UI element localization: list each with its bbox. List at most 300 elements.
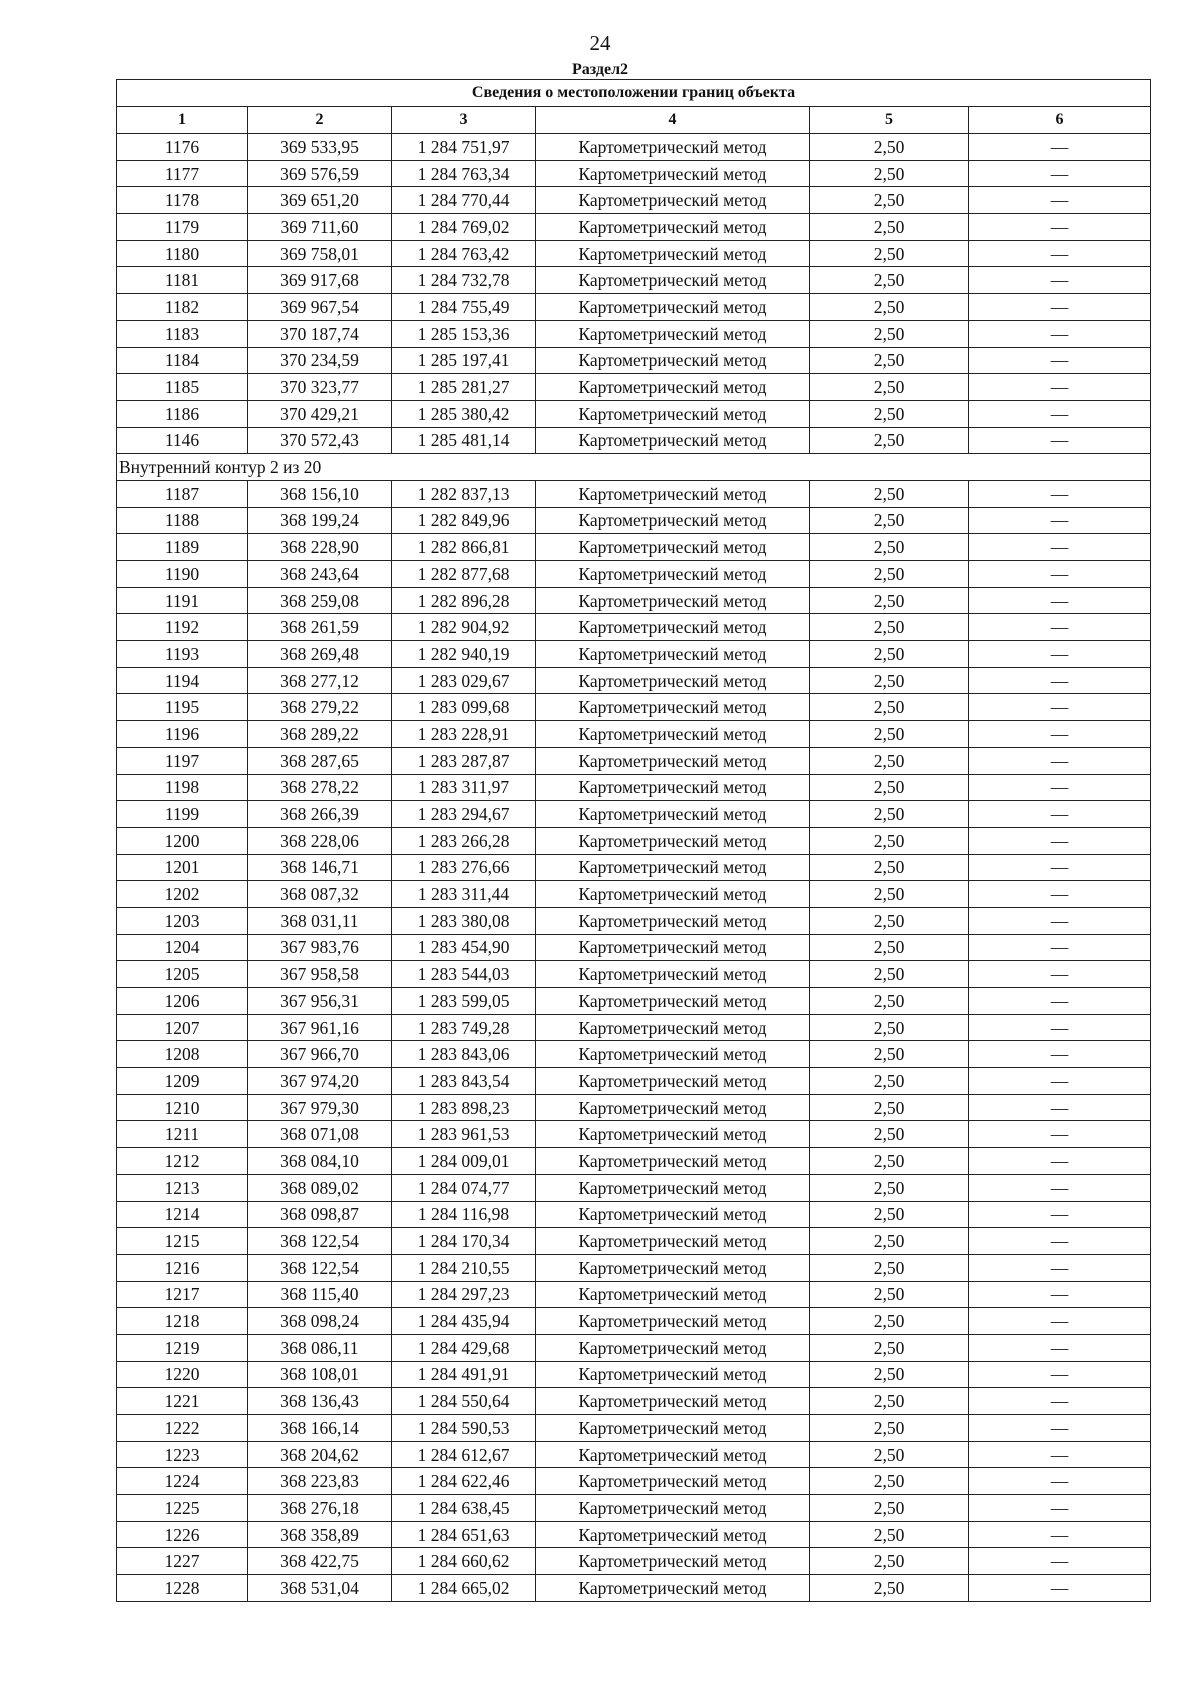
accuracy-cell: 2,50 — [810, 214, 969, 241]
table-row — [117, 320, 1151, 347]
note-cell: — — [969, 1495, 1151, 1522]
point-number-cell: 1181 — [117, 267, 248, 294]
table-row — [117, 1228, 1151, 1255]
y-coordinate-cell: 1 282 896,28 — [392, 587, 536, 614]
table-row — [117, 480, 1151, 507]
point-number-cell: 1188 — [117, 507, 248, 534]
note-cell: — — [969, 881, 1151, 908]
note-cell: — — [969, 694, 1151, 721]
boundary-table — [116, 79, 1151, 1602]
y-coordinate-cell: 1 285 153,36 — [392, 320, 536, 347]
table-row — [117, 1174, 1151, 1201]
method-cell: Картометрический метод — [536, 988, 810, 1015]
method-cell: Картометрический метод — [536, 1415, 810, 1442]
point-number-cell: 1224 — [117, 1468, 248, 1495]
accuracy-cell: 2,50 — [810, 1334, 969, 1361]
point-number-cell: 1146 — [117, 427, 248, 454]
note-cell: — — [969, 187, 1151, 214]
point-number-cell: 1196 — [117, 721, 248, 748]
accuracy-cell: 2,50 — [810, 294, 969, 321]
y-coordinate-cell: 1 285 197,41 — [392, 347, 536, 374]
method-cell: Картометрический метод — [536, 827, 810, 854]
point-number-cell: 1204 — [117, 934, 248, 961]
table-row — [117, 1388, 1151, 1415]
method-cell: Картометрический метод — [536, 1041, 810, 1068]
x-coordinate-cell: 368 122,54 — [248, 1228, 392, 1255]
accuracy-cell: 2,50 — [810, 801, 969, 828]
table-row — [117, 854, 1151, 881]
note-cell: — — [969, 294, 1151, 321]
method-cell: Картометрический метод — [536, 1388, 810, 1415]
y-coordinate-cell: 1 283 228,91 — [392, 721, 536, 748]
x-coordinate-cell: 368 276,18 — [248, 1495, 392, 1522]
note-cell: — — [969, 1388, 1151, 1415]
note-cell: — — [969, 1468, 1151, 1495]
x-coordinate-cell: 367 983,76 — [248, 934, 392, 961]
accuracy-cell: 2,50 — [810, 614, 969, 641]
y-coordinate-cell: 1 282 866,81 — [392, 534, 536, 561]
accuracy-cell: 2,50 — [810, 774, 969, 801]
accuracy-cell: 2,50 — [810, 534, 969, 561]
method-cell: Картометрический метод — [536, 160, 810, 187]
x-coordinate-cell: 368 243,64 — [248, 561, 392, 588]
note-cell: — — [969, 747, 1151, 774]
table-row — [117, 1441, 1151, 1468]
x-coordinate-cell: 370 234,59 — [248, 347, 392, 374]
x-coordinate-cell: 368 531,04 — [248, 1575, 392, 1602]
x-coordinate-cell: 368 156,10 — [248, 480, 392, 507]
note-cell: — — [969, 1041, 1151, 1068]
point-number-cell: 1199 — [117, 801, 248, 828]
note-cell: — — [969, 907, 1151, 934]
x-coordinate-cell: 367 956,31 — [248, 988, 392, 1015]
note-cell: — — [969, 427, 1151, 454]
y-coordinate-cell: 1 284 622,46 — [392, 1468, 536, 1495]
table-row — [117, 347, 1151, 374]
table-row — [117, 1548, 1151, 1575]
table-row — [117, 1148, 1151, 1175]
x-coordinate-cell: 368 089,02 — [248, 1174, 392, 1201]
x-coordinate-cell: 368 136,43 — [248, 1388, 392, 1415]
y-coordinate-cell: 1 284 638,45 — [392, 1495, 536, 1522]
method-cell: Картометрический метод — [536, 907, 810, 934]
table-row — [117, 507, 1151, 534]
y-coordinate-cell: 1 283 454,90 — [392, 934, 536, 961]
y-coordinate-cell: 1 283 029,67 — [392, 667, 536, 694]
y-coordinate-cell: 1 284 651,63 — [392, 1521, 536, 1548]
note-cell: — — [969, 1094, 1151, 1121]
section-title: Раздел2 — [571, 61, 629, 78]
point-number-cell: 1177 — [117, 160, 248, 187]
x-coordinate-cell: 368 204,62 — [248, 1441, 392, 1468]
method-cell: Картометрический метод — [536, 294, 810, 321]
table-row — [117, 267, 1151, 294]
accuracy-cell: 2,50 — [810, 427, 969, 454]
point-number-cell: 1206 — [117, 988, 248, 1015]
note-cell: — — [969, 641, 1151, 668]
accuracy-cell: 2,50 — [810, 1121, 969, 1148]
table-row — [117, 747, 1151, 774]
method-cell: Картометрический метод — [536, 427, 810, 454]
table-row — [117, 1308, 1151, 1335]
y-coordinate-cell: 1 283 843,54 — [392, 1068, 536, 1095]
accuracy-cell: 2,50 — [810, 1148, 969, 1175]
note-cell: — — [969, 240, 1151, 267]
accuracy-cell: 2,50 — [810, 747, 969, 774]
x-coordinate-cell: 367 979,30 — [248, 1094, 392, 1121]
note-cell: — — [969, 1174, 1151, 1201]
point-number-cell: 1185 — [117, 374, 248, 401]
point-number-cell: 1226 — [117, 1521, 248, 1548]
y-coordinate-cell: 1 284 770,44 — [392, 187, 536, 214]
table-row — [117, 534, 1151, 561]
y-coordinate-cell: 1 285 380,42 — [392, 400, 536, 427]
y-coordinate-cell: 1 284 769,02 — [392, 214, 536, 241]
method-cell: Картометрический метод — [536, 1495, 810, 1522]
accuracy-cell: 2,50 — [810, 854, 969, 881]
x-coordinate-cell: 368 228,90 — [248, 534, 392, 561]
method-cell: Картометрический метод — [536, 1281, 810, 1308]
method-cell: Картометрический метод — [536, 1174, 810, 1201]
note-cell: — — [969, 267, 1151, 294]
table-row — [117, 1121, 1151, 1148]
y-coordinate-cell: 1 284 665,02 — [392, 1575, 536, 1602]
note-cell: — — [969, 774, 1151, 801]
point-number-cell: 1193 — [117, 641, 248, 668]
point-number-cell: 1179 — [117, 214, 248, 241]
accuracy-cell: 2,50 — [810, 507, 969, 534]
x-coordinate-cell: 368 166,14 — [248, 1415, 392, 1442]
table-row — [117, 374, 1151, 401]
point-number-cell: 1191 — [117, 587, 248, 614]
contour-label-row — [117, 454, 1151, 481]
x-coordinate-cell: 369 711,60 — [248, 214, 392, 241]
accuracy-cell: 2,50 — [810, 1575, 969, 1602]
x-coordinate-cell: 368 084,10 — [248, 1148, 392, 1175]
table-row — [117, 1575, 1151, 1602]
accuracy-cell: 2,50 — [810, 267, 969, 294]
y-coordinate-cell: 1 284 550,64 — [392, 1388, 536, 1415]
table-row — [117, 1468, 1151, 1495]
x-coordinate-cell: 368 277,12 — [248, 667, 392, 694]
method-cell: Картометрический метод — [536, 854, 810, 881]
y-coordinate-cell: 1 284 074,77 — [392, 1174, 536, 1201]
point-number-cell: 1208 — [117, 1041, 248, 1068]
accuracy-cell: 2,50 — [810, 961, 969, 988]
point-number-cell: 1182 — [117, 294, 248, 321]
x-coordinate-cell: 368 086,11 — [248, 1334, 392, 1361]
table-row — [117, 214, 1151, 241]
x-coordinate-cell: 368 199,24 — [248, 507, 392, 534]
note-cell: — — [969, 134, 1151, 161]
y-coordinate-cell: 1 283 544,03 — [392, 961, 536, 988]
accuracy-cell: 2,50 — [810, 1094, 969, 1121]
method-cell: Картометрический метод — [536, 881, 810, 908]
table-row — [117, 614, 1151, 641]
method-cell: Картометрический метод — [536, 1094, 810, 1121]
y-coordinate-cell: 1 284 170,34 — [392, 1228, 536, 1255]
y-coordinate-cell: 1 282 904,92 — [392, 614, 536, 641]
method-cell: Картометрический метод — [536, 507, 810, 534]
y-coordinate-cell: 1 283 294,67 — [392, 801, 536, 828]
accuracy-cell: 2,50 — [810, 1495, 969, 1522]
table-row — [117, 187, 1151, 214]
x-coordinate-cell: 367 958,58 — [248, 961, 392, 988]
note-cell: — — [969, 1254, 1151, 1281]
accuracy-cell: 2,50 — [810, 1281, 969, 1308]
note-cell: — — [969, 1121, 1151, 1148]
y-coordinate-cell: 1 282 877,68 — [392, 561, 536, 588]
accuracy-cell: 2,50 — [810, 1521, 969, 1548]
y-coordinate-cell: 1 283 276,66 — [392, 854, 536, 881]
accuracy-cell: 2,50 — [810, 1201, 969, 1228]
y-coordinate-cell: 1 285 281,27 — [392, 374, 536, 401]
x-coordinate-cell: 367 974,20 — [248, 1068, 392, 1095]
method-cell: Картометрический метод — [536, 961, 810, 988]
y-coordinate-cell: 1 284 732,78 — [392, 267, 536, 294]
note-cell: — — [969, 614, 1151, 641]
table-row — [117, 1281, 1151, 1308]
accuracy-cell: 2,50 — [810, 400, 969, 427]
note-cell: — — [969, 1548, 1151, 1575]
point-number-cell: 1218 — [117, 1308, 248, 1335]
accuracy-cell: 2,50 — [810, 641, 969, 668]
note-cell: — — [969, 400, 1151, 427]
method-cell: Картометрический метод — [536, 801, 810, 828]
method-cell: Картометрический метод — [536, 561, 810, 588]
method-cell: Картометрический метод — [536, 1201, 810, 1228]
accuracy-cell: 2,50 — [810, 907, 969, 934]
x-coordinate-cell: 368 146,71 — [248, 854, 392, 881]
method-cell: Картометрический метод — [536, 694, 810, 721]
method-cell: Картометрический метод — [536, 1548, 810, 1575]
x-coordinate-cell: 369 967,54 — [248, 294, 392, 321]
accuracy-cell: 2,50 — [810, 587, 969, 614]
method-cell: Картометрический метод — [536, 240, 810, 267]
x-coordinate-cell: 368 261,59 — [248, 614, 392, 641]
method-cell: Картометрический метод — [536, 1575, 810, 1602]
point-number-cell: 1190 — [117, 561, 248, 588]
note-cell: — — [969, 1228, 1151, 1255]
note-cell: — — [969, 480, 1151, 507]
note-cell: — — [969, 534, 1151, 561]
note-cell: — — [969, 587, 1151, 614]
method-cell: Картометрический метод — [536, 1068, 810, 1095]
method-cell: Картометрический метод — [536, 934, 810, 961]
method-cell: Картометрический метод — [536, 1361, 810, 1388]
table-row — [117, 1041, 1151, 1068]
table-row — [117, 641, 1151, 668]
x-coordinate-cell: 370 429,21 — [248, 400, 392, 427]
method-cell: Картометрический метод — [536, 1468, 810, 1495]
note-cell: — — [969, 374, 1151, 401]
accuracy-cell: 2,50 — [810, 1468, 969, 1495]
column-header-5: 5 — [810, 107, 969, 134]
table-row — [117, 774, 1151, 801]
method-cell: Картометрический метод — [536, 400, 810, 427]
column-header-4: 4 — [536, 107, 810, 134]
point-number-cell: 1228 — [117, 1575, 248, 1602]
point-number-cell: 1221 — [117, 1388, 248, 1415]
method-cell: Картометрический метод — [536, 1308, 810, 1335]
point-number-cell: 1209 — [117, 1068, 248, 1095]
point-number-cell: 1180 — [117, 240, 248, 267]
point-number-cell: 1220 — [117, 1361, 248, 1388]
method-cell: Картометрический метод — [536, 1441, 810, 1468]
point-number-cell: 1203 — [117, 907, 248, 934]
table-row — [117, 240, 1151, 267]
y-coordinate-cell: 1 283 287,87 — [392, 747, 536, 774]
contour-label: Внутренний контур 2 из 20 — [117, 454, 1151, 481]
method-cell: Картометрический метод — [536, 587, 810, 614]
method-cell: Картометрический метод — [536, 347, 810, 374]
point-number-cell: 1176 — [117, 134, 248, 161]
accuracy-cell: 2,50 — [810, 667, 969, 694]
point-number-cell: 1207 — [117, 1014, 248, 1041]
x-coordinate-cell: 368 223,83 — [248, 1468, 392, 1495]
y-coordinate-cell: 1 283 749,28 — [392, 1014, 536, 1041]
table-row — [117, 934, 1151, 961]
method-cell: Картометрический метод — [536, 214, 810, 241]
point-number-cell: 1216 — [117, 1254, 248, 1281]
table-row — [117, 881, 1151, 908]
x-coordinate-cell: 367 966,70 — [248, 1041, 392, 1068]
x-coordinate-cell: 368 122,54 — [248, 1254, 392, 1281]
y-coordinate-cell: 1 284 429,68 — [392, 1334, 536, 1361]
accuracy-cell: 2,50 — [810, 1228, 969, 1255]
table-row — [117, 907, 1151, 934]
x-coordinate-cell: 368 358,89 — [248, 1521, 392, 1548]
method-cell: Картометрический метод — [536, 1334, 810, 1361]
x-coordinate-cell: 368 108,01 — [248, 1361, 392, 1388]
method-cell: Картометрический метод — [536, 320, 810, 347]
note-cell: — — [969, 1521, 1151, 1548]
point-number-cell: 1194 — [117, 667, 248, 694]
point-number-cell: 1197 — [117, 747, 248, 774]
table-row — [117, 400, 1151, 427]
point-number-cell: 1210 — [117, 1094, 248, 1121]
accuracy-cell: 2,50 — [810, 721, 969, 748]
y-coordinate-cell: 1 284 755,49 — [392, 294, 536, 321]
y-coordinate-cell: 1 284 210,55 — [392, 1254, 536, 1281]
point-number-cell: 1217 — [117, 1281, 248, 1308]
note-cell: — — [969, 507, 1151, 534]
x-coordinate-cell: 370 323,77 — [248, 374, 392, 401]
note-cell: — — [969, 320, 1151, 347]
accuracy-cell: 2,50 — [810, 934, 969, 961]
method-cell: Картометрический метод — [536, 267, 810, 294]
point-number-cell: 1178 — [117, 187, 248, 214]
x-coordinate-cell: 368 259,08 — [248, 587, 392, 614]
accuracy-cell: 2,50 — [810, 1361, 969, 1388]
note-cell: — — [969, 1308, 1151, 1335]
x-coordinate-cell: 367 961,16 — [248, 1014, 392, 1041]
accuracy-cell: 2,50 — [810, 320, 969, 347]
point-number-cell: 1222 — [117, 1415, 248, 1442]
accuracy-cell: 2,50 — [810, 187, 969, 214]
page-number: 24 — [589, 31, 611, 55]
note-cell: — — [969, 801, 1151, 828]
table-row — [117, 801, 1151, 828]
table-row — [117, 1521, 1151, 1548]
point-number-cell: 1214 — [117, 1201, 248, 1228]
table-row — [117, 694, 1151, 721]
method-cell: Картометрический метод — [536, 1014, 810, 1041]
table-row — [117, 667, 1151, 694]
y-coordinate-cell: 1 284 491,91 — [392, 1361, 536, 1388]
note-cell: — — [969, 1148, 1151, 1175]
accuracy-cell: 2,50 — [810, 1174, 969, 1201]
x-coordinate-cell: 368 289,22 — [248, 721, 392, 748]
method-cell: Картометрический метод — [536, 1148, 810, 1175]
table-row — [117, 587, 1151, 614]
y-coordinate-cell: 1 284 297,23 — [392, 1281, 536, 1308]
accuracy-cell: 2,50 — [810, 988, 969, 1015]
table-title-row — [117, 80, 1151, 107]
point-number-cell: 1213 — [117, 1174, 248, 1201]
y-coordinate-cell: 1 285 481,14 — [392, 427, 536, 454]
note-cell: — — [969, 827, 1151, 854]
point-number-cell: 1200 — [117, 827, 248, 854]
y-coordinate-cell: 1 283 266,28 — [392, 827, 536, 854]
accuracy-cell: 2,50 — [810, 1068, 969, 1095]
column-header-6: 6 — [969, 107, 1151, 134]
point-number-cell: 1198 — [117, 774, 248, 801]
note-cell: — — [969, 988, 1151, 1015]
x-coordinate-cell: 368 228,06 — [248, 827, 392, 854]
accuracy-cell: 2,50 — [810, 480, 969, 507]
note-cell: — — [969, 667, 1151, 694]
table-row — [117, 961, 1151, 988]
table-row — [117, 1495, 1151, 1522]
note-cell: — — [969, 854, 1151, 881]
note-cell: — — [969, 1014, 1151, 1041]
x-coordinate-cell: 369 651,20 — [248, 187, 392, 214]
note-cell: — — [969, 961, 1151, 988]
table-row — [117, 1014, 1151, 1041]
note-cell: — — [969, 1415, 1151, 1442]
method-cell: Картометрический метод — [536, 1521, 810, 1548]
method-cell: Картометрический метод — [536, 721, 810, 748]
point-number-cell: 1186 — [117, 400, 248, 427]
method-cell: Картометрический метод — [536, 641, 810, 668]
table-row — [117, 1094, 1151, 1121]
x-coordinate-cell: 368 422,75 — [248, 1548, 392, 1575]
x-coordinate-cell: 368 278,22 — [248, 774, 392, 801]
point-number-cell: 1189 — [117, 534, 248, 561]
point-number-cell: 1212 — [117, 1148, 248, 1175]
table-row — [117, 1334, 1151, 1361]
y-coordinate-cell: 1 283 099,68 — [392, 694, 536, 721]
accuracy-cell: 2,50 — [810, 561, 969, 588]
accuracy-cell: 2,50 — [810, 1388, 969, 1415]
column-header-1: 1 — [117, 107, 248, 134]
accuracy-cell: 2,50 — [810, 827, 969, 854]
x-coordinate-cell: 368 279,22 — [248, 694, 392, 721]
table-body — [117, 134, 1151, 1602]
method-cell: Картометрический метод — [536, 1121, 810, 1148]
accuracy-cell: 2,50 — [810, 134, 969, 161]
y-coordinate-cell: 1 284 763,42 — [392, 240, 536, 267]
y-coordinate-cell: 1 283 843,06 — [392, 1041, 536, 1068]
x-coordinate-cell: 368 266,39 — [248, 801, 392, 828]
table-row — [117, 827, 1151, 854]
table-row — [117, 1254, 1151, 1281]
accuracy-cell: 2,50 — [810, 881, 969, 908]
table-row — [117, 1415, 1151, 1442]
table-row — [117, 160, 1151, 187]
x-coordinate-cell: 369 533,95 — [248, 134, 392, 161]
